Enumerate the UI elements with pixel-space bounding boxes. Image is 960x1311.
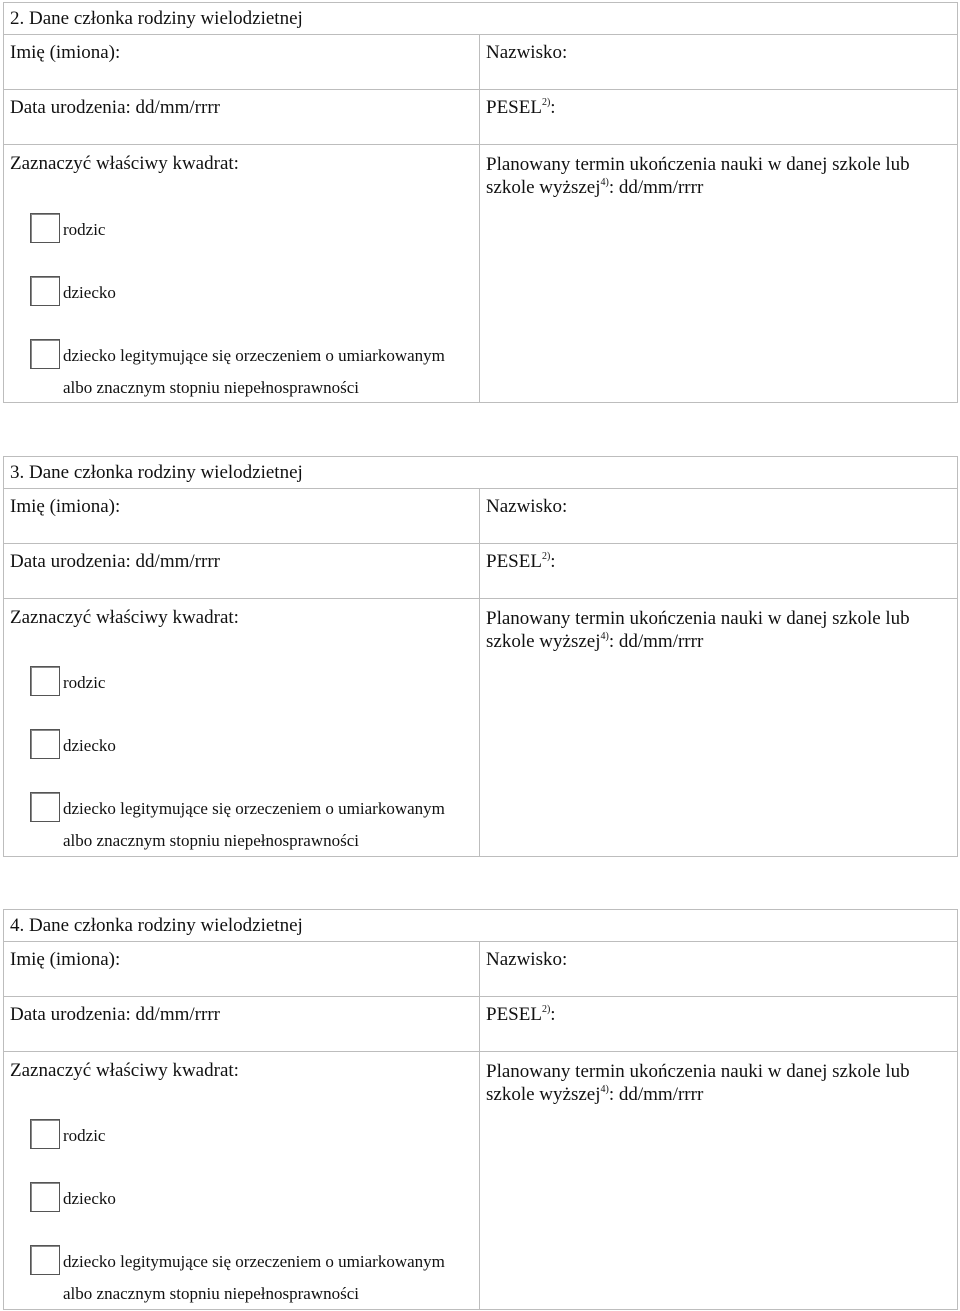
footnote-ref: 4): [600, 631, 609, 642]
footnote-ref: 2): [541, 551, 551, 562]
pesel-label: PESEL$^{2)}$:: [486, 1004, 556, 1025]
footnote-ref: 4): [600, 1084, 609, 1095]
name-row: [4, 489, 957, 544]
section-title-row: [4, 910, 957, 942]
section-title: 2. Dane członka rodziny wielodzietnej: [10, 8, 303, 29]
first-name-field[interactable]: [4, 942, 480, 996]
planned-term-field[interactable]: [480, 145, 957, 402]
name-row: [4, 35, 957, 90]
role-and-term-block: [4, 1052, 957, 1309]
option-disabled-label-line2: albo znacznym stopniu niepełnosprawności: [63, 1284, 360, 1303]
planned-term-field[interactable]: [480, 1052, 957, 1309]
birth-date-label: Data urodzenia: dd/mm/rrrr: [10, 97, 220, 118]
birth-pesel-row: [4, 544, 957, 599]
planned-term-label: Planowany termin ukończenia nauki w danej szkole lub szkole wyższej$^{4)}$: dd/mm/rrrr: [486, 154, 910, 198]
mark-box-label: Zaznaczyć właściwy kwadrat:: [10, 1060, 239, 1081]
birth-date-field[interactable]: [4, 90, 480, 144]
option-disabled-label-line1: dziecko legitymujące się orzeczeniem o umiarkowanym: [63, 1252, 445, 1271]
birth-date-field[interactable]: [4, 997, 480, 1051]
mark-box-label: Zaznaczyć właściwy kwadrat:: [10, 153, 239, 174]
checkbox-child-disabled[interactable]: [30, 1245, 60, 1275]
checkbox-child-disabled[interactable]: [30, 339, 60, 369]
checkbox-child-disabled[interactable]: [30, 792, 60, 822]
planned-term-label: Planowany termin ukończenia nauki w danej szkole lub szkole wyższej$^{4)}$: dd/mm/rrrr: [486, 608, 910, 652]
role-cell: [4, 1052, 480, 1309]
checkbox-parent[interactable]: [30, 213, 60, 243]
mark-box-label: Zaznaczyć właściwy kwadrat:: [10, 607, 239, 628]
pesel-label: PESEL$^{2)}$:: [486, 551, 556, 572]
role-cell: [4, 599, 480, 856]
first-name-label: Imię (imiona):: [10, 496, 121, 517]
footnote-ref: 2): [541, 1004, 551, 1015]
family-member-section-4: [3, 909, 958, 1310]
option-parent-label: rodzic: [63, 1126, 106, 1145]
checkbox-parent[interactable]: [30, 1119, 60, 1149]
family-member-section-3: [3, 456, 958, 857]
option-child-label: dziecko: [63, 736, 116, 755]
footnote-ref: 2): [541, 97, 551, 108]
last-name-field[interactable]: [480, 942, 957, 996]
family-member-section-2: [3, 2, 958, 403]
checkbox-child[interactable]: [30, 1182, 60, 1212]
role-cell: [4, 145, 480, 402]
option-child-label: dziecko: [63, 283, 116, 302]
planned-term-label: Planowany termin ukończenia nauki w danej szkole lub szkole wyższej$^{4)}$: dd/mm/rrrr: [486, 1061, 910, 1105]
section-title: 4. Dane członka rodziny wielodzietnej: [10, 915, 303, 936]
option-parent-label: rodzic: [63, 220, 106, 239]
footnote-ref: 4): [600, 177, 609, 188]
role-and-term-block: [4, 145, 957, 402]
checkbox-child[interactable]: [30, 729, 60, 759]
planned-term-field[interactable]: [480, 599, 957, 856]
section-title-row: [4, 3, 957, 35]
last-name-label: Nazwisko:: [486, 949, 568, 970]
option-disabled-label-line2: albo znacznym stopniu niepełnosprawności: [63, 831, 360, 850]
option-parent-label: rodzic: [63, 673, 106, 692]
pesel-field[interactable]: [480, 544, 957, 598]
role-and-term-block: [4, 599, 957, 856]
birth-pesel-row: [4, 997, 957, 1052]
last-name-field[interactable]: [480, 489, 957, 543]
pesel-field[interactable]: [480, 997, 957, 1051]
option-child-label: dziecko: [63, 1189, 116, 1208]
option-disabled-label-line2: albo znacznym stopniu niepełnosprawności: [63, 378, 360, 397]
last-name-label: Nazwisko:: [486, 496, 568, 517]
name-row: [4, 942, 957, 997]
checkbox-parent[interactable]: [30, 666, 60, 696]
first-name-field[interactable]: [4, 35, 480, 89]
checkbox-child[interactable]: [30, 276, 60, 306]
option-disabled-label-line1: dziecko legitymujące się orzeczeniem o umiarkowanym: [63, 799, 445, 818]
pesel-label: PESEL$^{2)}$:: [486, 97, 556, 118]
section-title: 3. Dane członka rodziny wielodzietnej: [10, 462, 303, 483]
last-name-label: Nazwisko:: [486, 42, 568, 63]
first-name-label: Imię (imiona):: [10, 42, 121, 63]
birth-pesel-row: [4, 90, 957, 145]
birth-date-label: Data urodzenia: dd/mm/rrrr: [10, 1004, 220, 1025]
first-name-field[interactable]: [4, 489, 480, 543]
last-name-field[interactable]: [480, 35, 957, 89]
section-title-row: [4, 457, 957, 489]
birth-date-label: Data urodzenia: dd/mm/rrrr: [10, 551, 220, 572]
first-name-label: Imię (imiona):: [10, 949, 121, 970]
option-disabled-label-line1: dziecko legitymujące się orzeczeniem o umiarkowanym: [63, 346, 445, 365]
pesel-field[interactable]: [480, 90, 957, 144]
birth-date-field[interactable]: [4, 544, 480, 598]
